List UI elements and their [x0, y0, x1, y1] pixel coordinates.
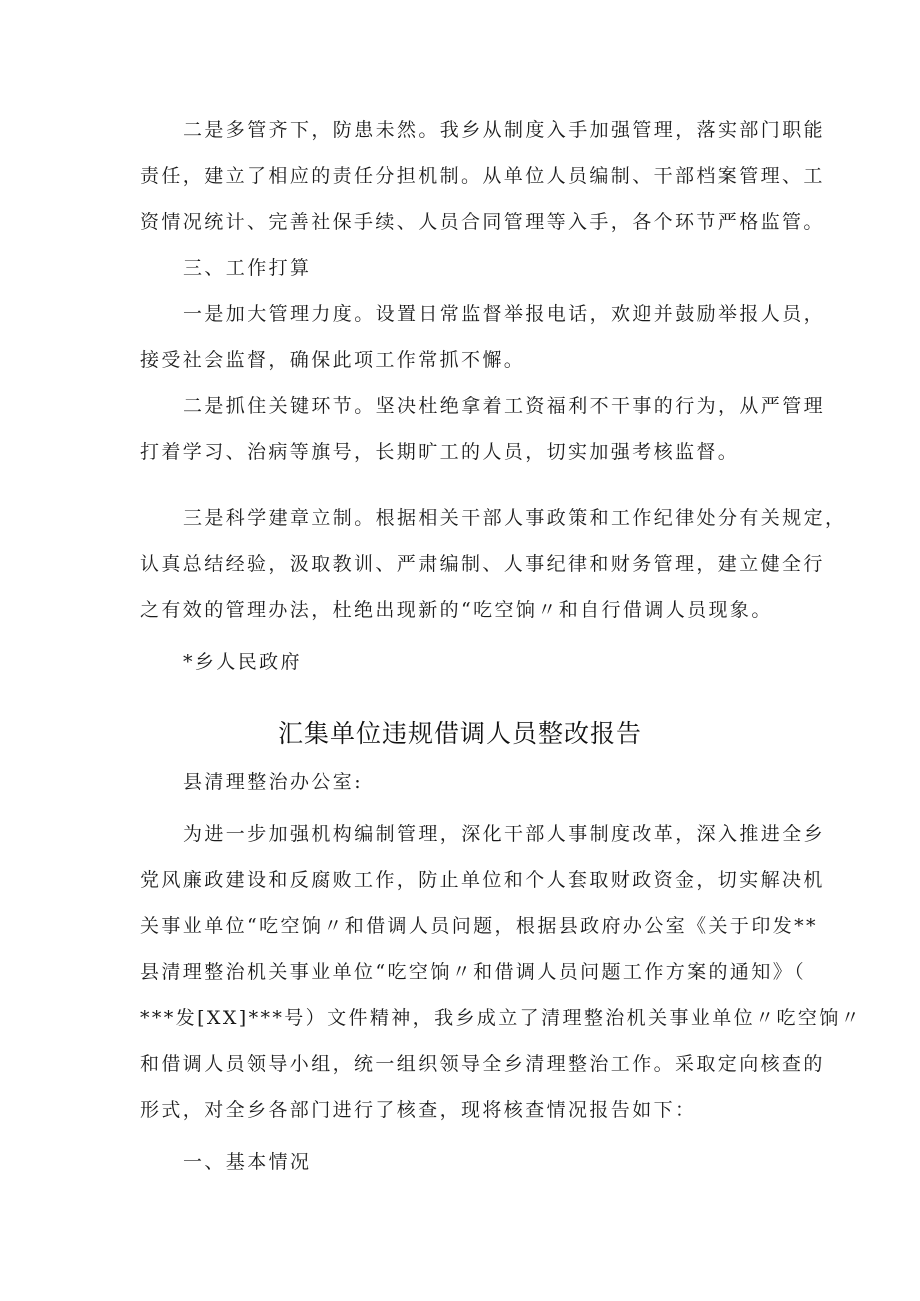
paragraph-line: 二是多管齐下，防患未然。我乡从制度入手加强管理，落实部门职能 [183, 119, 826, 141]
paragraph-line: 三是科学建章立制。根据相关干部人事政策和工作纪律处分有关规定， [183, 507, 847, 529]
report-title: 汇集单位违规借调人员整改报告 [277, 719, 642, 748]
section-heading: 三、工作打算 [183, 257, 312, 279]
paragraph-line: 之有效的管理办法，杜绝出现新的“吃空饷〃和自行借调人员现象。 [140, 599, 773, 621]
paragraph-line: 二是抓住关键环节。坚决杜绝拿着工资福利不干事的行为，从严管理 [183, 395, 826, 417]
signature: *乡人民政府 [183, 651, 302, 673]
paragraph-line: 接受社会监督，确保此项工作常抓不懈。 [140, 349, 526, 371]
paragraph-line: 为进一步加强机构编制管理，深化干部人事制度改革，深入推进全乡 [183, 823, 826, 845]
paragraph-line: 一是加大管理力度。设置日常监督举报电话，欢迎并鼓励举报人员， [183, 303, 826, 325]
paragraph-line: 关事业单位“吃空饷〃和借调人员问题，根据县政府办公室《关于印发** [140, 915, 818, 937]
paragraph-line: 和借调人员领导小组，统一组织领导全乡清理整治工作。采取定向核查的 [140, 1053, 825, 1075]
paragraph-line: 资情况统计、完善社保手续、人员合同管理等入手，各个环节严格监管。 [140, 211, 825, 233]
paragraph-line: 打着学习、治病等旗号，长期旷工的人员，切实加强考核监督。 [140, 441, 740, 463]
paragraph-line: 县清理整治机关事业单位“吃空饷〃和借调人员问题工作方案的通知》（ [140, 961, 807, 983]
section-heading: 一、基本情况 [183, 1151, 312, 1173]
salutation: 县清理整治办公室: [183, 771, 364, 793]
paragraph-line: 形式，对全乡各部门进行了核查，现将核查情况报告如下： [140, 1099, 697, 1121]
paragraph-line: 党风廉政建设和反腐败工作，防止单位和个人套取财政资金，切实解决机 [140, 869, 825, 891]
paragraph-line: ***发[XX]***号）文件精神，我乡成立了清理整治机关事业单位〃吃空饷〃 [140, 1007, 863, 1029]
paragraph-line: 认真总结经验，汲取教训、严肃编制、人事纪律和财务管理，建立健全行 [140, 553, 825, 575]
paragraph-line: 责任，建立了相应的责任分担机制。从单位人员编制、干部档案管理、工 [140, 165, 825, 187]
